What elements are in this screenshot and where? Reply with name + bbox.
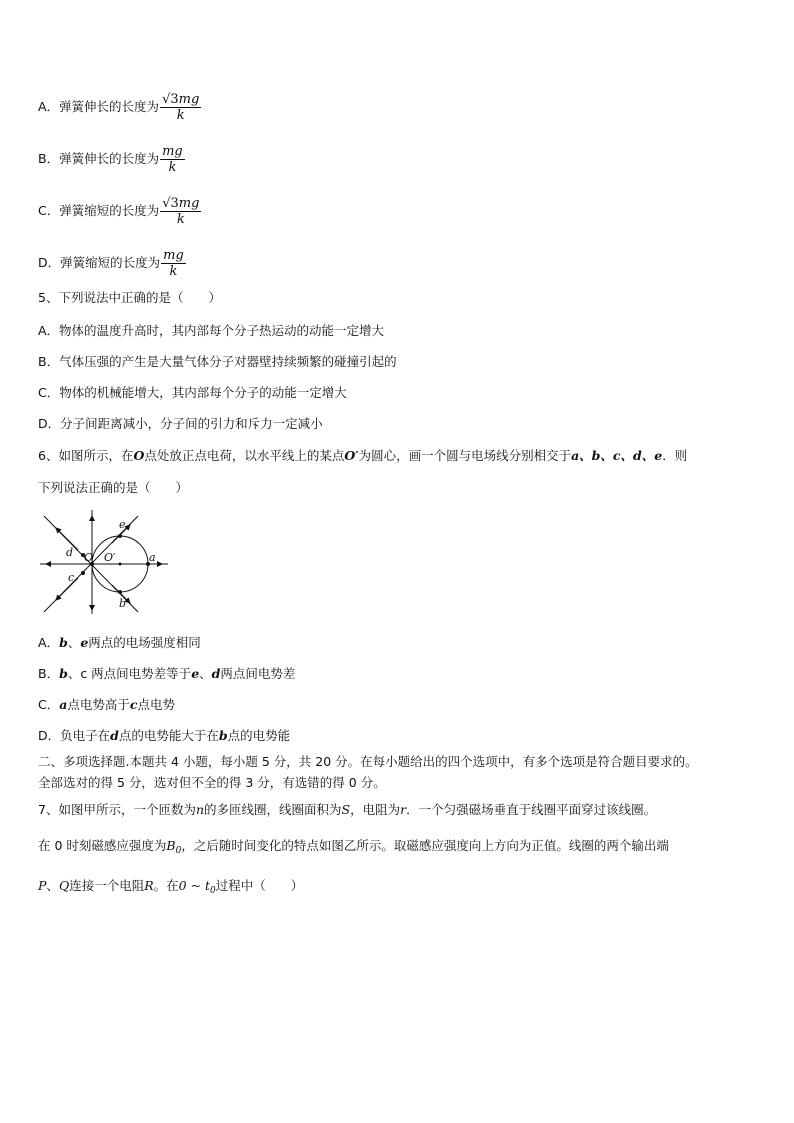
q4-option-b[interactable]: B．弹簧伸长的长度为 $\frac{mg}{k}$ [38, 144, 183, 175]
q5-option-a[interactable]: A．物体的温度升高时，其内部每个分子热运动的动能一定增大 [38, 323, 385, 338]
q5-option-d[interactable]: D．分子间距离减小，分子间的引力和斥力一定减小 [38, 416, 323, 431]
q7-stem-line1: 7、如图甲所示，一个匝数为n的多匝线圈，线圈面积为S，电阻为r．一个匀强磁场垂直于线圈平面穿过该线圈。 [38, 802, 657, 817]
q6-option-b[interactable]: B．b、c 两点间电势差等于e、d两点间电势差 [38, 666, 296, 681]
section2-heading: 二、多项选择题.本题共 4 小题，每小题 5 分，共 20 分。在每小题给出的四个选项中，有多个选项是符合题目要求的。 [38, 754, 698, 769]
section2-scoring: 全部选对的得 5 分，选对但不全的得 3 分，有选错的得 0 分。 [38, 775, 386, 790]
q5-stem: 5、下列说法中正确的是（ ） [38, 290, 221, 305]
label-O-prime: O′ [104, 551, 116, 564]
label-e: e [119, 518, 126, 531]
q6-option-a[interactable]: A．b、e两点的电场强度相同 [38, 635, 201, 650]
q6-option-d[interactable]: D．负电子在d点的电势能大于在b点的电势能 [38, 728, 291, 743]
label-b: b [119, 597, 127, 610]
label-a: a [149, 551, 156, 564]
fraction: $\frac{√3mg}{k}$ [162, 196, 200, 227]
label-O: O [84, 551, 94, 564]
q4-option-a[interactable]: A．弹簧伸长的长度为 $\frac{√3mg}{k}$ [38, 92, 200, 123]
q5-option-c[interactable]: C．物体的机械能增大，其内部每个分子的动能一定增大 [38, 385, 347, 400]
q4-option-d[interactable]: D．弹簧缩短的长度为 $\frac{mg}{k}$ [38, 248, 184, 279]
q7-stem-line3: P、Q连接一个电阻R。在0 ~ $t_0$过程中（ ） [38, 878, 304, 896]
q4-option-c[interactable]: C．弹簧缩短的长度为 $\frac{√3mg}{k}$ [38, 196, 200, 227]
q6-stem-line2: 下列说法正确的是（ ） [38, 480, 189, 495]
electric-field-figure [40, 508, 170, 616]
point-c [81, 571, 85, 575]
fraction: $\frac{√3mg}{k}$ [162, 92, 200, 123]
fraction: $\frac{mg}{k}$ [163, 248, 184, 279]
point-e [118, 534, 122, 538]
q5-option-b[interactable]: B．气体压强的产生是大量气体分子对器壁持续频繁的碰撞引起的 [38, 354, 397, 369]
q6-stem: 6、如图所示，在O点处放正点电荷，以水平线上的某点O′为圆心，画一个圆与电场线分别相交于a、b、c、d、e．则 [38, 448, 688, 463]
q7-stem-line2: 在 0 时刻磁感应强度为$B_0$，之后随时间变化的特点如图乙所示。取磁感应强度向上方向为正值。线圈的两个输出端 [38, 838, 669, 856]
field-arrow-dl [56, 578, 78, 600]
label-d: d [66, 546, 74, 559]
label-c: c [68, 571, 75, 584]
fraction: $\frac{mg}{k}$ [162, 144, 183, 175]
q6-option-c[interactable]: C．a点电势高于c点电势 [38, 697, 175, 712]
point-O-prime [119, 563, 122, 566]
point-b [118, 590, 122, 594]
